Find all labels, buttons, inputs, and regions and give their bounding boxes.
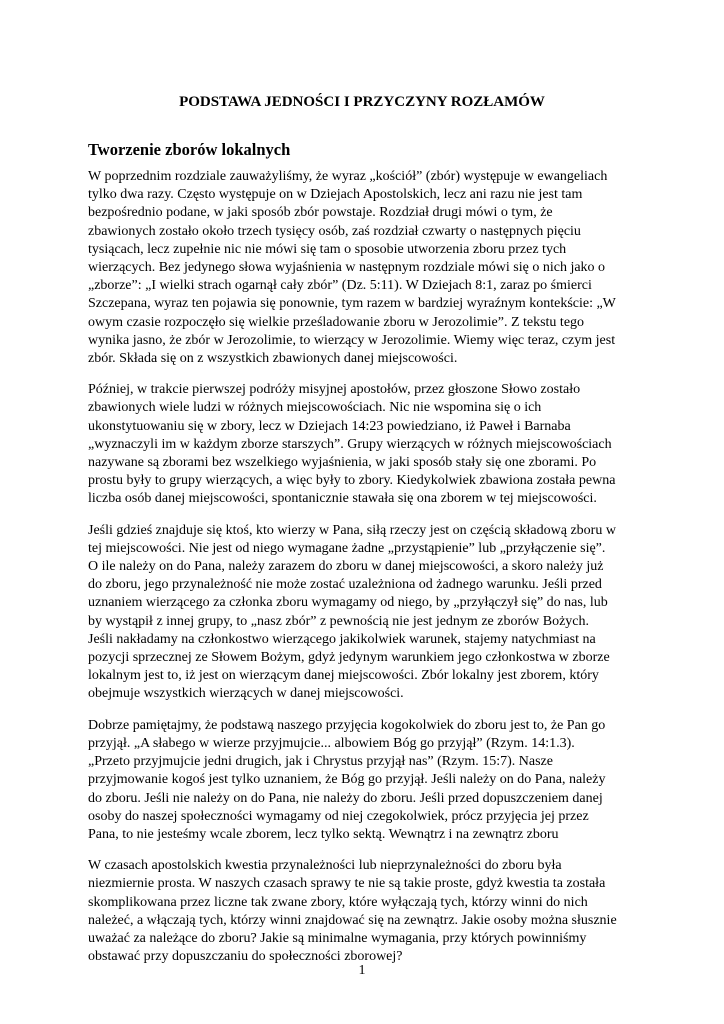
text-line: „Przeto przyjmujcie jedni drugich, jak i Chrystus przyjął nas” (Rzym. 15:7). Nasze xyxy=(88,754,553,770)
text-line: zbawionych wiele ludzi w różnych miejscowościach. Nic nie wspomina się o ich xyxy=(88,400,542,416)
text-line: owym czasie rozpoczęło się wielkie prześladowanie zboru w Jerozolimie”. Z tekstu tego xyxy=(88,314,585,330)
text-line: należeć, a włączają tych, którzy winni znajdować się na zewnątrz. Jakie osoby można słusznie xyxy=(88,912,617,928)
text-line: Jeśli gdzieś znajduje się ktoś, kto wierzy w Pana, siłą rzeczy jest on częścią składową zboru w xyxy=(88,522,616,538)
text-line: wynika jasno, że zbór w Jerozolimie, to wierzący w Jerozolimie. Wiemy więc teraz, czym jest xyxy=(88,332,616,348)
page-number: 1 xyxy=(358,963,366,978)
text-line: prostu były to grupy wierzących, a więc były to zbory. Kiedykolwiek zbawiona została pewna xyxy=(88,473,616,489)
text-line: lokalnym jest to, iż jest on wierzącym danej miejscowości. Zbór lokalny jest zborem, który xyxy=(88,668,599,684)
text-line: niezmiernie prosta. W naszych czasach sprawy te nie są takie proste, gdyż kwestia ta została xyxy=(88,876,606,892)
body-text xyxy=(88,168,636,979)
text-line: do zboru. Jeśli nie należy on do Pana, nie należy do zboru. Jeśli przed dopuszczeniem danej xyxy=(88,790,603,806)
text-line: W czasach apostolskich kwestia przynależności lub nieprzynależności do zboru była xyxy=(88,858,562,874)
text-line: osoby do naszej społeczności wymagamy od niej czegokolwiek, prócz przyjęcia jej przez xyxy=(88,808,589,824)
text-line: Szczepana, wyraz ten pojawia się ponownie, tym razem w bardziej wyraźnym kontekście: „W xyxy=(88,296,616,312)
text-line: obstawać przy dopuszczaniu do społeczności zborowej? xyxy=(88,949,403,965)
text-line: tej miejscowości. Nie jest od niego wymagane żadne „przystąpienie” lub „przyłączenie się”. xyxy=(88,540,606,556)
text-line: W poprzednim rozdziale zauważyliśmy, że wyraz „kościół” (zbór) występuje w ewangeliach xyxy=(88,169,608,184)
text-line: Później, w trakcie pierwszej podróży misyjnej apostołów, przez głoszone Słowo zostało xyxy=(88,382,581,398)
text-line: ukonstytuowaniu się w zbory, lecz w Dziejach 14:23 powiedziano, iż Paweł i Barnaba xyxy=(88,418,571,434)
text-line: obejmuje wszystkich wierzących w danej miejscowości. xyxy=(88,686,404,702)
text-line: Pana, to nie jesteśmy wcale zborem, lecz tylko sektą. Wewnątrz i na zewnątrz zboru xyxy=(88,826,559,842)
text-line: „wyznaczyli im w każdym zborze starszych”. Grupy wierzących w różnych miejscowościach xyxy=(88,436,612,452)
text-line: uważać za należące do zboru? Jakie są minimalne wymagania, przy których powinniśmy xyxy=(88,930,587,946)
text-line: O ile należy on do Pana, należy zarazem do zboru w danej miejscowości, a skoro należy już xyxy=(88,559,604,575)
paragraph xyxy=(88,168,636,368)
paragraph xyxy=(88,857,636,966)
text-line: tylko dwa razy. Często występuje on w Dziejach Apostolskich, lecz ani razu nie jest tam xyxy=(88,187,583,203)
document-title: PODSTAWA JEDNOŚCI I PRZYCZYNY ROZŁAMÓW xyxy=(179,94,545,110)
text-line: uznaniem wierzącego za członka zboru wymagamy od niego, by „przyłączył się” do nas, lub xyxy=(88,595,608,611)
text-line: Dobrze pamiętajmy, że podstawą naszego przyjęcia kogokolwiek do zboru jest to, że Pan go xyxy=(88,717,606,733)
text-line: Jeśli nakładamy na członkostwo wierzącego jakikolwiek warunek, stajemy natychmiast na xyxy=(88,631,596,647)
text-line: bezpośrednio podane, w jaki sposób zbór powstaje. Rozdział drugi mówi o tym, że xyxy=(88,205,553,221)
section-heading: Tworzenie zborów lokalnych xyxy=(88,140,291,159)
text-line: liczba osób danej miejscowości, spontanicznie stawała się ona zborem w tej miejscowości. xyxy=(88,491,597,507)
text-line: przyjął. „A słabego w wierze przyjmujcie... albowiem Bóg go przyjął” (Rzym. 14:1.3). xyxy=(88,735,575,751)
text-line: nazywane są zborami bez wszelkiego wyjaśnienia, w jaki sposób stały się one zborami. Po xyxy=(88,455,597,471)
text-line: tysiącach, lecz zupełnie nic nie mówi się tam o sposobie utworzenia zboru przez tych xyxy=(88,241,567,257)
paragraph xyxy=(88,717,636,844)
text-line: wierzących. Bez jedynego słowa wyjaśnienia w następnym rozdziale mówi się o nich jako o xyxy=(88,260,606,276)
text-line: skomplikowana przez liczne tak zwane zbory, które wyłączają tych, którzy winni do nich xyxy=(88,894,588,910)
text-line: przyjmowanie kogoś jest tylko uznaniem, że Bóg go przyjął. Jeśli należy on do Pana, należy xyxy=(88,772,606,788)
text-line: pozycji sprzecznej ze Słowem Bożym, gdyż jedynym warunkiem jego członkostwa w zborze xyxy=(88,650,610,666)
text-line: „zborze”: „I wielki strach ogarnął cały zbór” (Dz. 5:11). W Dziejach 8:1, zaraz po śmierci xyxy=(88,278,592,294)
text-line: zbawionych zostało około trzech tysięcy osób, zaś rozdział czwarty o następnych pięciu xyxy=(88,223,581,239)
text-line: zbór. Składa się on z wszystkich zbawionych danej miejscowości. xyxy=(88,351,458,367)
text-line: do zboru, jego przynależność nie może zostać uzależniona od żadnego warunku. Jeśli przed xyxy=(88,577,602,593)
paragraph xyxy=(88,522,636,704)
text-line: by wystąpił z innej grupy, to „nasz zbór” z pewnością nie jest jednym ze zborów Bożych. xyxy=(88,613,589,629)
paragraph xyxy=(88,381,636,508)
